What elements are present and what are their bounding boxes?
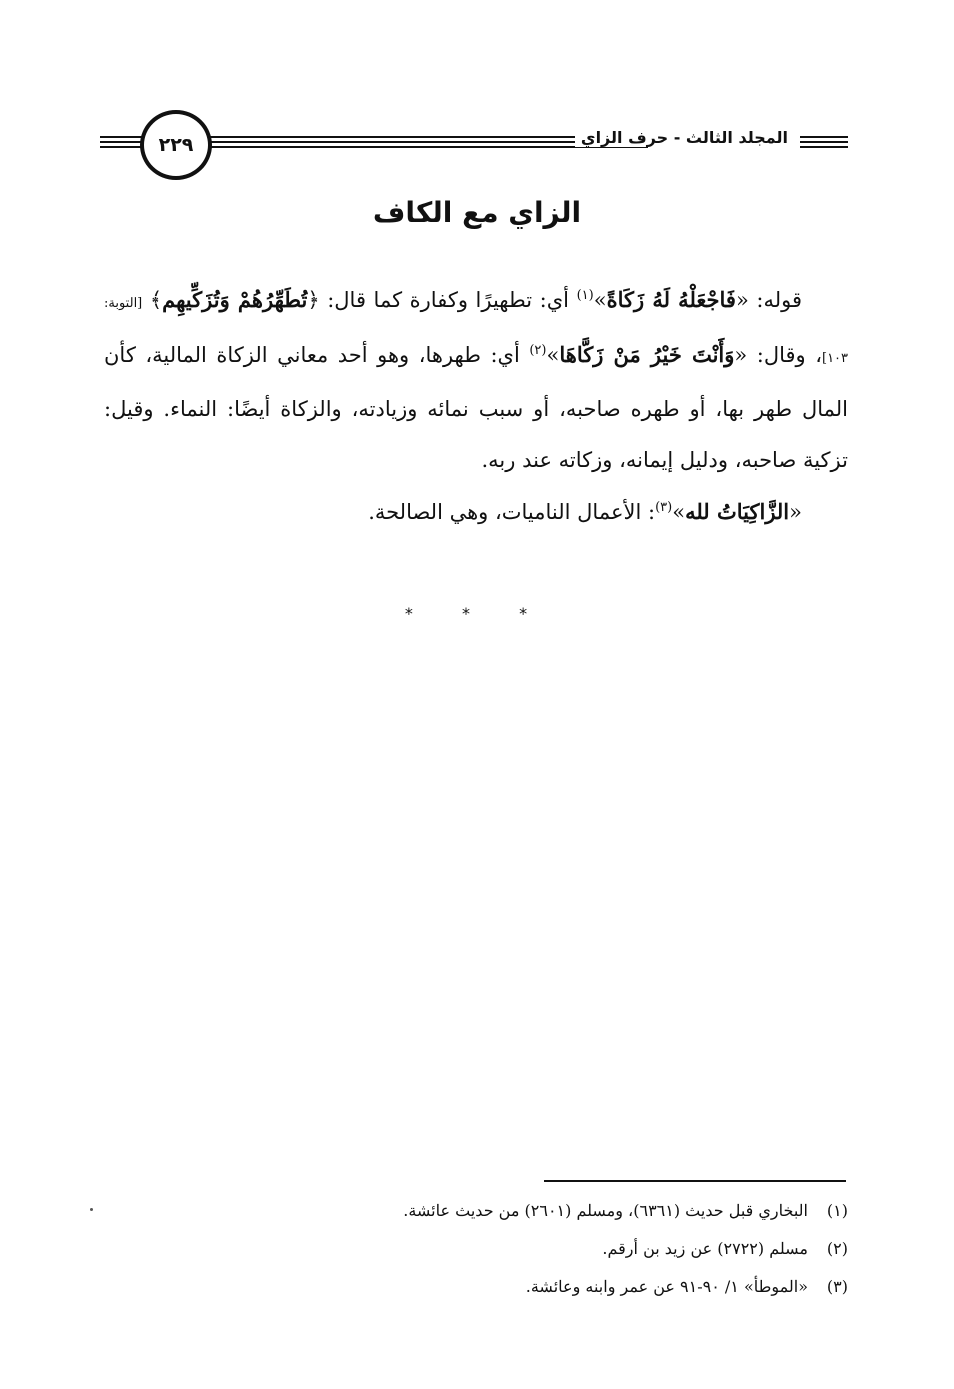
footnote-marker[interactable]: (١) — [576, 288, 594, 303]
text-run: قوله: « — [735, 288, 802, 312]
quran-reference: [التوبة: ١٠٣] — [104, 296, 849, 366]
footnote-number: (٣) — [826, 1277, 848, 1296]
footnote-marker[interactable]: (٢) — [529, 343, 547, 358]
text-run: » — [546, 343, 560, 367]
page-header — [100, 108, 848, 180]
hadith-quote: فَاجْعَلْهُ لَهُ زَكَاةً — [606, 287, 736, 312]
footnote-text: مسلم (٢٧٢٢) عن زيد بن أرقم. — [602, 1239, 808, 1258]
footnotes — [104, 1192, 848, 1306]
text-run: » — [593, 288, 607, 312]
footnote-number: (٢) — [826, 1239, 848, 1258]
paragraph-1 — [104, 274, 848, 486]
section-title: الزاي مع الكاف — [372, 196, 582, 229]
footnote-item — [104, 1230, 848, 1268]
hadith-quote: الزَّاكِيَاتُ لله — [685, 499, 790, 524]
text-run: ﴾ — [142, 288, 163, 312]
page-number: ٢٢٩ — [158, 134, 194, 156]
text-run: « — [789, 500, 802, 524]
footnote-text: «الموطأ» ١/ ٩٠-٩١ عن عمر وابنه وعائشة. — [525, 1277, 808, 1296]
footnote-text: البخاري قبل حديث (٦٣٦١)، ومسلم (٢٦٠١) من حديث عائشة. — [403, 1201, 808, 1220]
header-rule — [100, 136, 142, 138]
footnote-rule — [544, 1180, 846, 1182]
page-speck — [90, 1208, 93, 1211]
section-separator: * * * — [404, 604, 550, 623]
footnote-item — [104, 1268, 848, 1306]
header-rule — [800, 141, 848, 143]
header-rule — [800, 136, 848, 138]
footnote-marker[interactable]: (٣) — [655, 500, 673, 515]
text-run: ، وقال: « — [734, 343, 822, 367]
hadith-quote: وَأَنْتَ خَيْرُ مَنْ زَكَّاهَا — [559, 342, 735, 367]
text-run: أي: طهرها، وهو أحد معاني الزكاة المالية، كأن المال طهر بها، أو طهره صاحبه، أو سبب نمائه وزيادته، والزكاة أيضًا: النماء. وقيل: تزكية صاحبه، ودليل إيمانه، وزكاته عند ربه. — [104, 343, 848, 472]
header-rule — [800, 146, 848, 148]
main-text — [104, 274, 848, 538]
text-run: » — [672, 500, 686, 524]
text-run: : الأعمال الناميات، وهي الصالحة. — [368, 500, 656, 524]
running-head: المجلد الثالث - حرف الزاي — [575, 128, 794, 147]
header-rule — [100, 141, 142, 143]
footnote-item — [104, 1192, 848, 1230]
paragraph-2 — [104, 486, 848, 538]
page-number-badge — [140, 110, 212, 180]
header-rule — [100, 146, 142, 148]
footnote-number: (١) — [826, 1201, 848, 1220]
quran-quote: تُطَهِّرُهُمْ وَتُزَكِّيهِم — [162, 287, 308, 312]
text-run: أي: تطهيرًا وكفارة كما قال: ﴿ — [307, 288, 577, 312]
